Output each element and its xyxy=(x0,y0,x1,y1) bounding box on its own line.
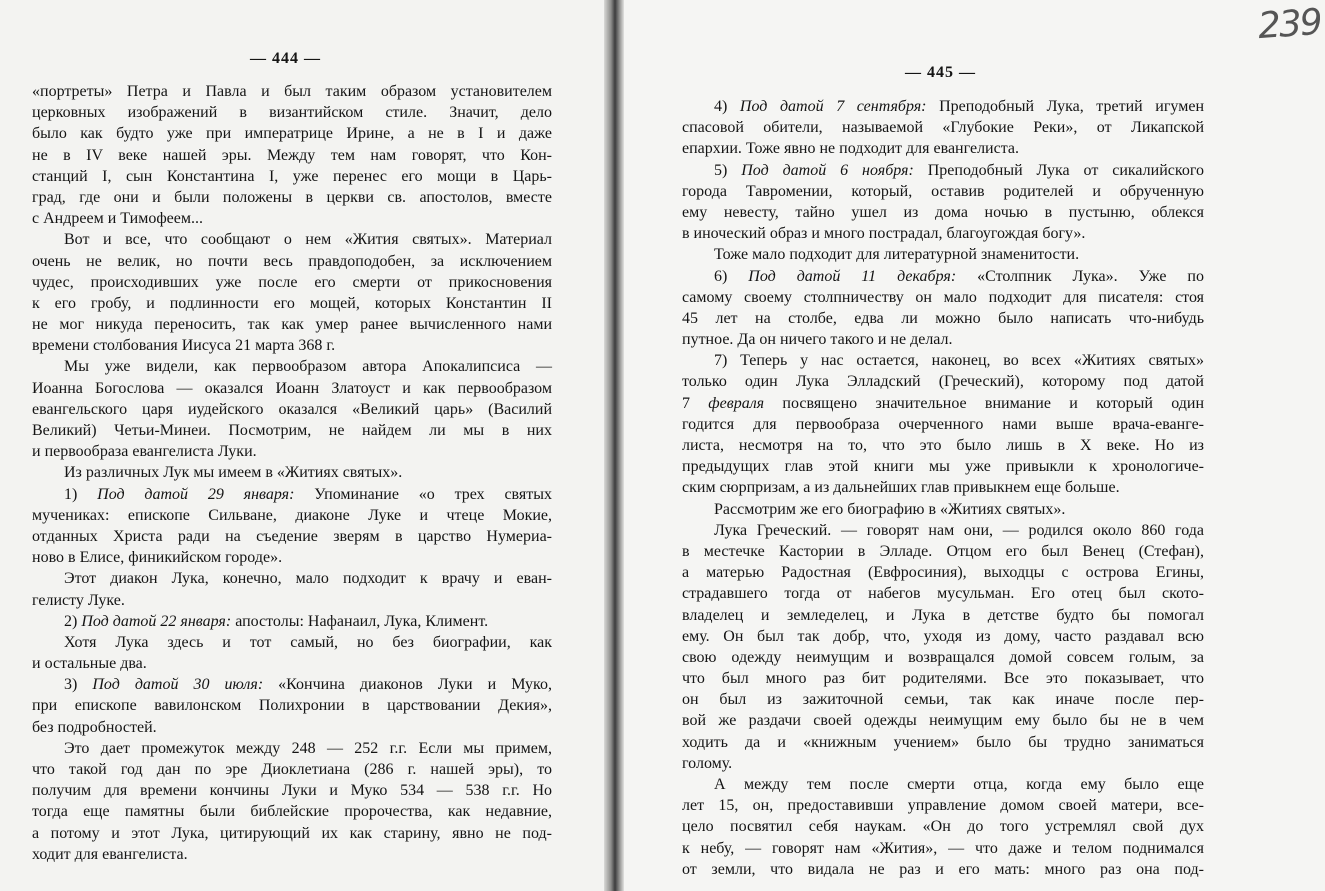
text-line: без подробностей. xyxy=(32,718,157,736)
italic-date-label: Под датой 6 ноября: xyxy=(741,161,914,179)
text-line: ему невесту, тайно ушел из дома ночью в пустыню, облекся xyxy=(682,203,1204,221)
text-line: ему. Он был так добр, что, уходя из дому, часто раздавал всю xyxy=(682,627,1204,645)
text-line: спасовой обители, называемой «Глубокие Реки», от Ликапской xyxy=(682,119,1204,137)
page-body-text xyxy=(32,81,552,865)
text-line: листа, несмотря на то, что это было лишь в X веке. Но из xyxy=(682,437,1204,454)
text-line: Лука Греческий. — говорят нам они, — родился около 860 года xyxy=(714,521,1204,539)
text-line: Этот диакон Лука, конечно, мало подходит к врачу и еван- xyxy=(64,570,552,588)
text-line: самому своему столпничеству он мало подходит для писателя: стоя xyxy=(682,288,1204,306)
text-line: очень не велик, но почти весь правдоподобен, за исключением xyxy=(32,252,552,270)
text-line: от земли, что видала не раз и его мать: много раз она под- xyxy=(682,860,1204,878)
text-line: Хотя Лука здесь и тот самый, но без биографии, как xyxy=(64,633,552,651)
right-page xyxy=(624,0,1325,891)
text-line: не в IV веке нашей эры. Между тем нам говорят, что Кон- xyxy=(32,146,552,164)
page-number: — 445 — xyxy=(905,64,976,81)
text-line: 1) Под датой 29 января: Упоминание «о трех святых xyxy=(64,485,552,503)
text-line: Это дает промежуток между 248 — 252 г.г. Если мы примем, xyxy=(64,739,552,757)
italic-date-label: Под датой 22 января: xyxy=(81,612,232,630)
text-line: ходит для евангелиста. xyxy=(32,845,188,863)
text-line: отданных Христа ради на съедение зверям в царство Нумериа- xyxy=(32,527,552,545)
text-line: путное. Да он ничего такого и не делал. xyxy=(682,331,953,349)
text-line: не мог никуда переносить, так как умер ранее вычисленного нами xyxy=(32,316,552,334)
italic-date-label: Под датой 11 декабря: xyxy=(748,267,957,285)
page-number: — 444 — xyxy=(250,50,321,67)
text-line: получим для времени кончины Луки и Муко 534 — 538 г.г. Но xyxy=(32,782,552,800)
text-line: ново в Елисе, финикийском городе». xyxy=(32,549,283,567)
text-line: станций I, сын Константина I, уже перенес его мощи в Царь- xyxy=(32,167,552,185)
text-line: голому. xyxy=(682,754,733,772)
text-line: а потому и этот Лука, цитирующий их как старину, явно не под- xyxy=(32,824,552,842)
italic-date-label: Под датой 30 июля: xyxy=(92,676,264,694)
text-line: град, где они и были положены в церкви св. апостолов, вместе xyxy=(32,188,552,206)
text-line: 5) Под датой 6 ноября: Преподобный Лука от сикалийского xyxy=(714,161,1204,179)
text-line: и первообраза евангелиста Луки. xyxy=(32,443,257,461)
text-line: 6) Под датой 11 декабря: «Столпник Лука». Уже по xyxy=(714,267,1204,285)
text-line: в местечке Кастории в Элладе. Отцом его был Венец (Стефан), xyxy=(682,542,1204,560)
text-line: города Тавромении, который, оставив родителей и обрученную xyxy=(682,182,1204,200)
text-line: Мы уже видели, как первообразом автора Апокалипсиса — xyxy=(64,358,552,376)
text-line: Иоанна Богослова — оказался Иоанн Златоуст и как первообразом xyxy=(32,379,552,397)
text-line: предыдущих глав этой книги мы уже привыкли к хронологиче- xyxy=(682,458,1204,476)
handwritten-page-mark: 239 xyxy=(1256,1,1323,48)
text-line: к небу, — говорят нам «Жития», — что даже и телом поднимался xyxy=(682,839,1204,857)
text-line: годится для первообраза очерченного нами выше врача-еванге- xyxy=(682,415,1204,433)
text-line: церковных изображений в византийском стиле. Значит, дело xyxy=(32,104,552,122)
text-line: 4) Под датой 7 сентября: Преподобный Лука, третий игумен xyxy=(714,98,1204,115)
italic-date-label: февраля xyxy=(708,394,765,412)
text-line: и остальные два. xyxy=(32,655,147,673)
text-line: евангельского царя иудейского оказался «Великий царь» (Василий xyxy=(32,400,552,418)
text-line: с Андреем и Тимофеем... xyxy=(32,210,204,228)
left-page xyxy=(0,0,604,891)
text-line: ским сюрпризам, а из дальнейших глав привыкнем еще больше. xyxy=(682,479,1120,497)
book-gutter xyxy=(604,0,624,891)
text-line: ходить да и «книжным учением» было бы трудно заниматься xyxy=(682,733,1204,751)
text-line: мучениках: епископе Сильване, диаконе Луке и чтеце Мокие, xyxy=(32,506,552,524)
text-line: 45 лет на столбе, едва ли можно было написать что-нибудь xyxy=(682,309,1204,327)
italic-date-label: Под датой 7 сентября: xyxy=(739,98,927,115)
text-line: Рассмотрим же его биографию в «Житиях святых». xyxy=(714,500,1066,518)
text-line: страдавшего тогда от набегов мусульман. Его отец был ското- xyxy=(682,585,1204,603)
text-line: «портреты» Петра и Павла и был таким образом установителем xyxy=(32,83,552,100)
text-line: Из различных Лук мы имеем в «Житиях святых». xyxy=(64,464,403,482)
text-line: к его гробу, и подлинности его мощей, которых Константин II xyxy=(32,294,552,312)
italic-date-label: Под датой 29 января: xyxy=(97,485,295,503)
text-line: Великий) Четьи-Минеи. Посмотрим, не найдем ли мы в них xyxy=(32,422,552,439)
text-line: было как будто уже при императрице Ирине, а не в I и даже xyxy=(32,125,552,143)
page-body-text xyxy=(682,96,1204,880)
text-line: лет 15, он, предоставивши управление домом своей матери, все- xyxy=(682,797,1204,815)
text-line: владелец и земледелец, и Лука в детстве будто бы помогал xyxy=(682,606,1204,624)
text-line: только один Лука Элладский (Греческий), которому под датой xyxy=(682,373,1204,391)
text-line: он был из зажиточной семьи, так как иначе после пер- xyxy=(682,691,1204,709)
text-line: а матерью Радостная (Евфросиния), выходцы с острова Егины, xyxy=(682,564,1204,582)
text-line: Тоже мало подходит для литературной знаменитости. xyxy=(714,246,1080,264)
text-line: 7) Теперь у нас остается, наконец, во всех «Житиях святых» xyxy=(714,352,1204,370)
text-line: 2) Под датой 22 января: апостолы: Нафанаил, Лука, Климент. xyxy=(64,612,489,630)
text-line: цело посвятил себя наукам. «Он до того устремлял свой дух xyxy=(682,818,1204,836)
text-line: А между тем после смерти отца, когда ему было еще xyxy=(714,776,1204,793)
text-line: вой же раздачи своей одежды неимущим ему было бы не в чем xyxy=(682,712,1204,730)
text-line: Вот и все, что сообщают о нем «Жития святых». Материал xyxy=(64,231,552,249)
text-line: гелисту Луке. xyxy=(32,591,125,609)
text-line: епархии. Тоже явно не подходит для евангелиста. xyxy=(682,140,1019,158)
text-line: что был много раз бит родителями. Все это показывает, что xyxy=(682,670,1204,688)
text-line: в иноческий образ и много пострадал, благоугождая богу». xyxy=(682,225,1086,243)
text-line: 3) Под датой 30 июля: «Кончина диаконов Луки и Муко, xyxy=(64,676,553,694)
text-line: что такой год дан по эре Диоклетиана (286 г. нашей эры), то xyxy=(32,761,552,778)
text-line: при епископе вавилонском Полихронии в царствовании Декия», xyxy=(32,697,552,715)
text-line: тогда еще памятны были библейские пророчества, как недавние, xyxy=(32,803,552,821)
text-line: времени столбования Иисуса 21 марта 368 г. xyxy=(32,337,336,355)
text-line: чудес, происходивших уже после его смерти от прикосновения xyxy=(32,273,552,291)
text-line: 7 февраля посвящено значительное внимание и который один xyxy=(682,394,1205,412)
text-line: свою одежду неимущим и возвращался домой совсем голым, за xyxy=(682,648,1204,666)
